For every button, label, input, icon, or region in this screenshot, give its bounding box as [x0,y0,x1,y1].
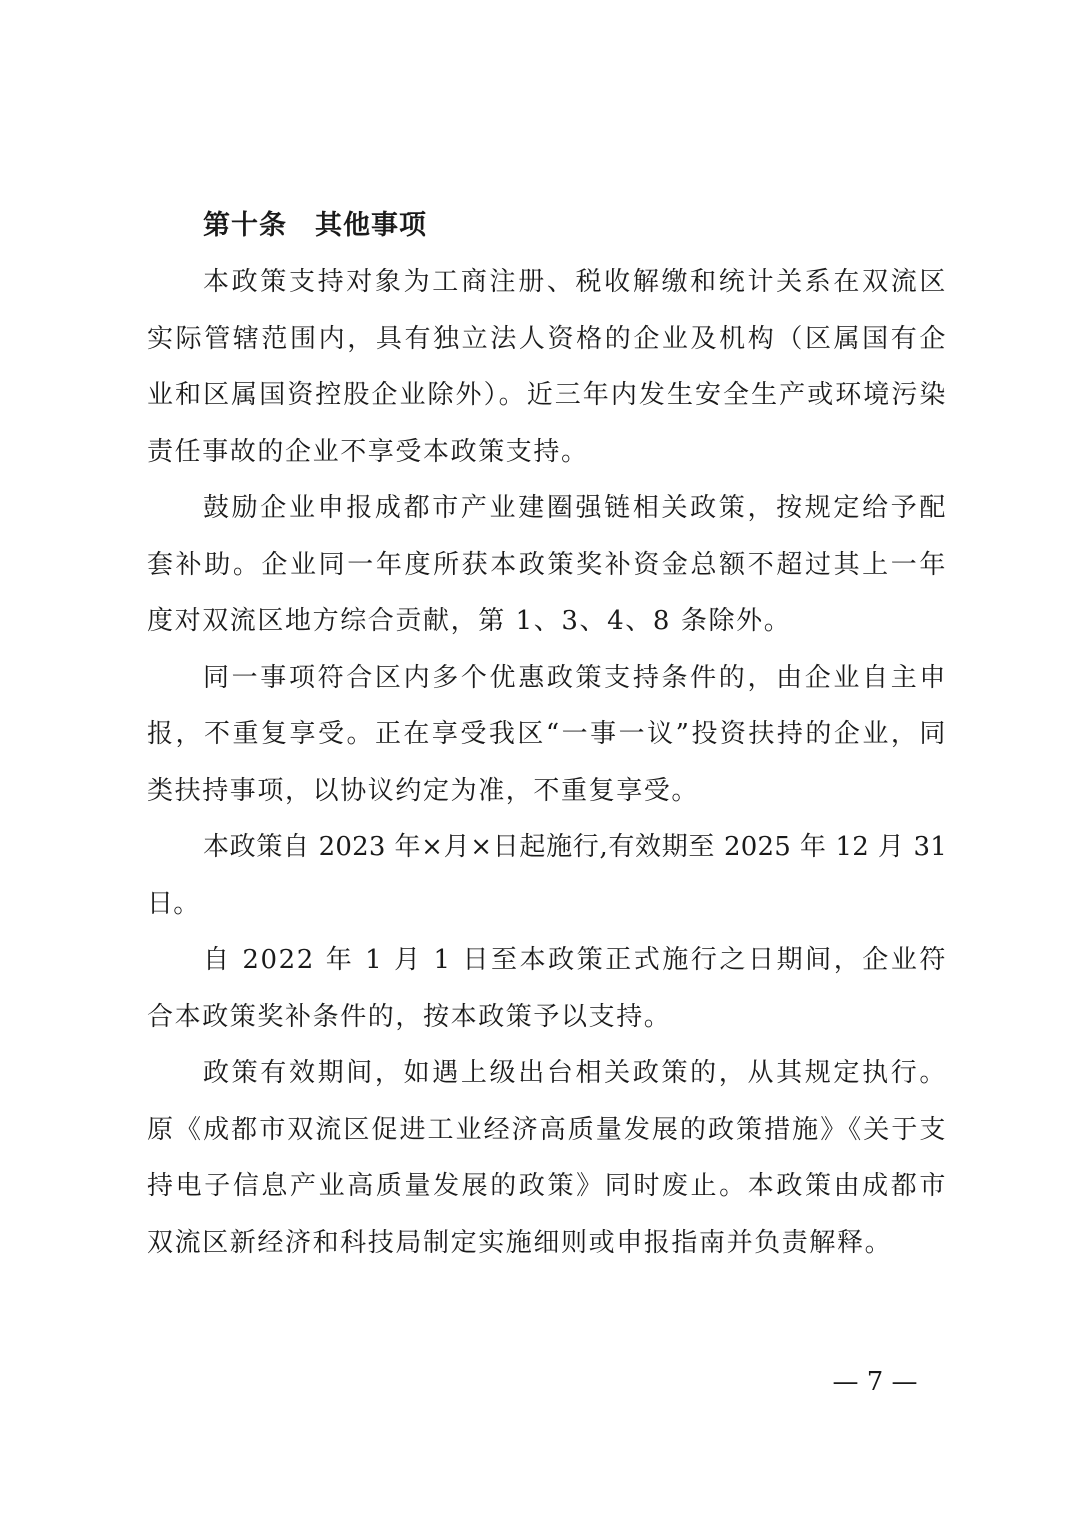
article-heading: 第十条 其他事项 [203,210,427,241]
paragraph-eligibility: 本政策支持对象为工商注册、税收解缴和统计关系在双流区实际管辖范围内，具有独立法人资格的企业及机构（区属国有企业和区属国资控股企业除外）。近三年内发生安全生产或环境污染责任事故的企业不享受本政策支持。 [147,267,947,467]
paragraph-transition-period: 自 2022 年 1 月 1 日至本政策正式施行之日期间，企业符合本政策奖补条件的，按本政策予以支持。 [147,945,947,1032]
paragraph-effective-date: 本政策自 2023 年×月×日起施行,有效期至 2025 年 12 月 31 日。 [147,832,947,919]
page-number: — 7 — [832,1367,918,1397]
paragraph-interpretation: 政策有效期间，如遇上级出台相关政策的，从其规定执行。原《成都市双流区促进工业经济高质量发展的政策措施》《关于支持电子信息产业高质量发展的政策》同时废止。本政策由成都市双流区新经济和科技局制定实施细则或申报指南并负责解释。 [147,1058,947,1258]
paragraph-no-duplicate: 同一事项符合区内多个优惠政策支持条件的，由企业自主申报，不重复享受。正在享受我区“一事一议”投资扶持的企业，同类扶持事项，以协议约定为准，不重复享受。 [147,662,947,806]
paragraph-matching-subsidy: 鼓励企业申报成都市产业建圈强链相关政策，按规定给予配套补助。企业同一年度所获本政策奖补资金总额不超过其上一年度对双流区地方综合贡献，第 1、3、4、8 条除外。 [147,493,947,636]
page-content [147,198,947,1271]
